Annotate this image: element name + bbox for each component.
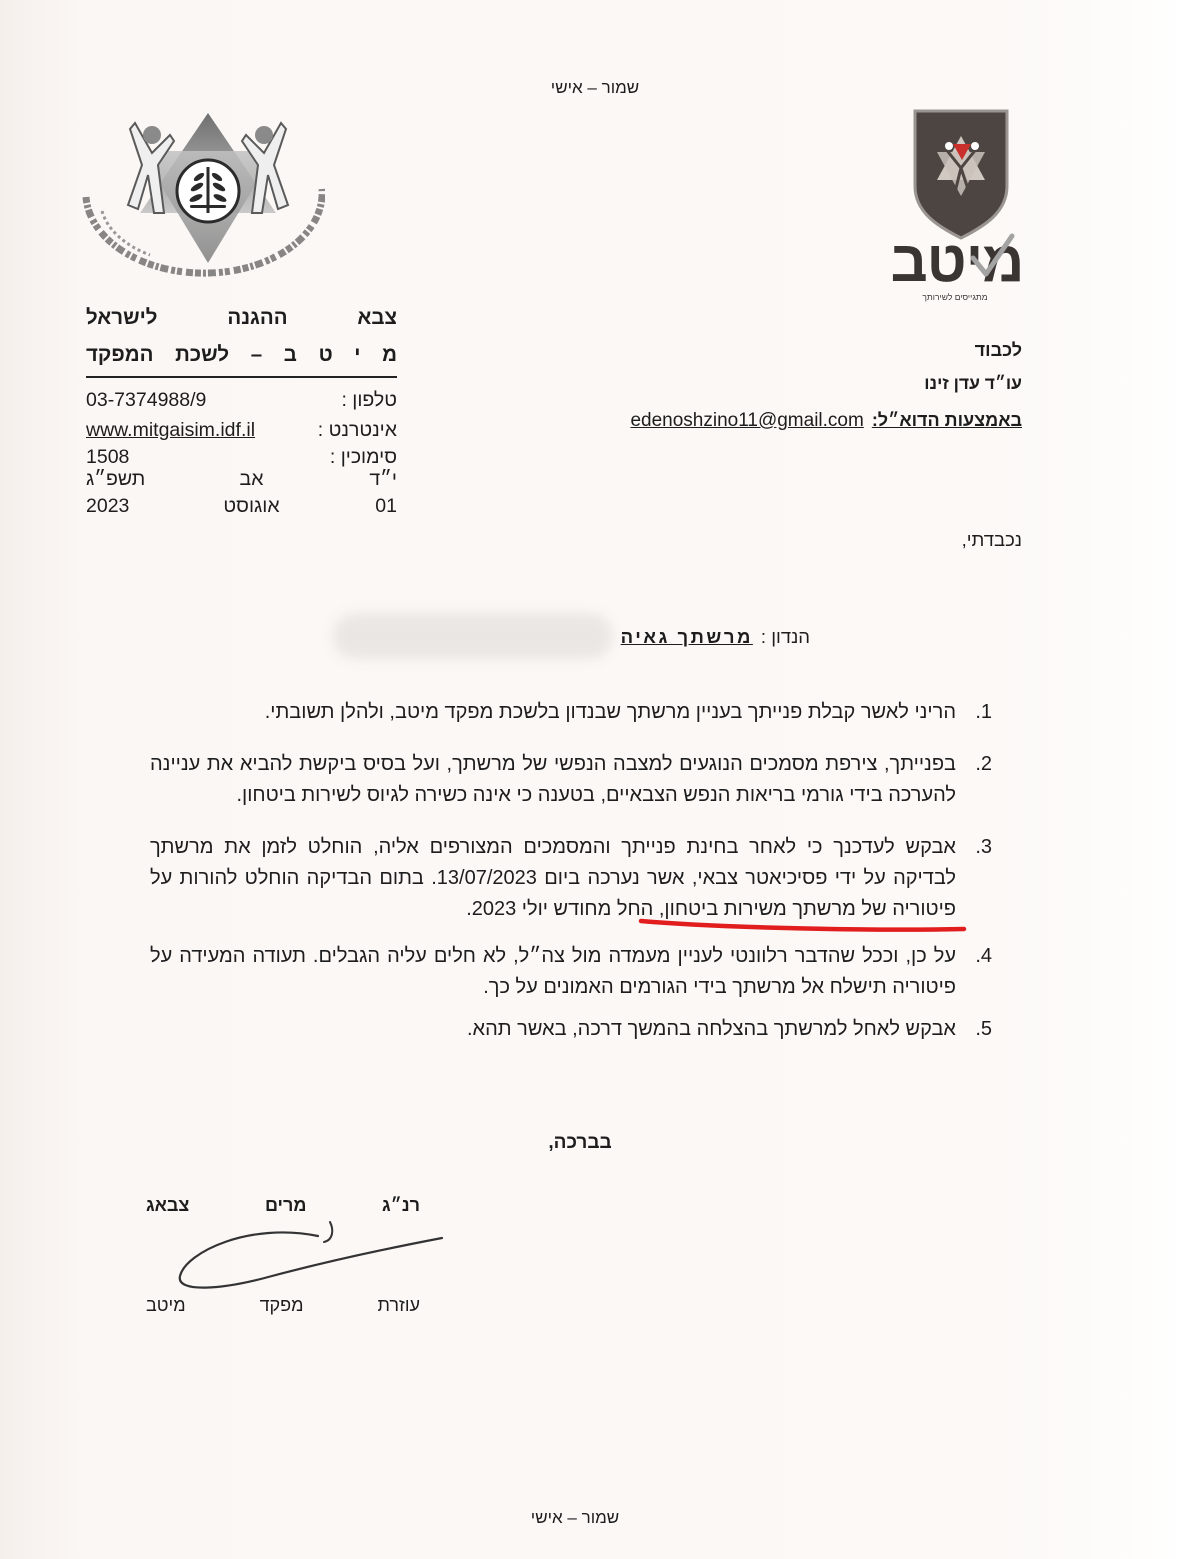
phone-row: [86, 386, 397, 414]
signatory-title-1: עוזרת: [377, 1295, 420, 1315]
item-line: אבקש לעדכנך כי לאחר בחינת פנייתך והמסמכים המצורפים אליה, הוחלט לזמן את מרשתך: [150, 836, 956, 858]
list-item: [150, 749, 992, 811]
hebrew-date: [86, 466, 397, 493]
meitav-wordmark: מיטב: [890, 229, 1024, 294]
recipient-email: edenoshzino11@gmail.com: [630, 410, 864, 431]
meitav-logo: [885, 108, 1030, 308]
via-email-label: באמצעות הדוא״ל:: [871, 410, 1022, 430]
sender-block: [86, 300, 397, 530]
hebrew-date-day: י״ד: [369, 468, 397, 490]
item-text: [150, 697, 956, 728]
red-underline-annotation: [630, 912, 975, 937]
list-item: [150, 1014, 992, 1045]
hebrew-date-month: אב: [239, 468, 264, 490]
signatory-last-name: צבאג: [146, 1195, 190, 1215]
item-number: 3.: [975, 836, 992, 858]
army-name: צבא ההגנה לישראל: [86, 306, 397, 329]
reference-value: 1508: [86, 446, 130, 468]
recipient-name: עו״ד עדן זינו: [924, 373, 1022, 393]
internet-label: אינטרנט :: [317, 419, 397, 441]
via-email-line: [630, 406, 1022, 434]
signatory-title: [146, 1291, 420, 1319]
list-item: [150, 697, 992, 728]
hebrew-date-year: תשפ״ג: [86, 468, 146, 490]
classification-header: שמור – אישי: [550, 78, 640, 97]
gregorian-date-day: 01: [375, 495, 397, 517]
item-number: 5.: [975, 1018, 992, 1040]
classification-footer: שמור – אישי: [530, 1508, 620, 1527]
gregorian-date: [86, 493, 397, 520]
header-divider: [86, 376, 397, 378]
subject-line: [621, 623, 810, 651]
phone-label: טלפון :: [341, 389, 397, 411]
idf-star-emblem-icon: [80, 105, 325, 285]
recipient-block: [552, 336, 1022, 436]
handwritten-signature: [170, 1190, 460, 1300]
item-line: פיטוריה תישלח אל מרשתך בידי הגורמים האמונים על כך.: [483, 976, 956, 998]
redacted-name-blur: [333, 613, 613, 659]
item-text: [150, 941, 956, 1003]
item-line: להערכה בידי גורמי בריאות הנפש הצבאיים, בטענה כי אינה כשירה לגיוס לשירות ביטחון.: [236, 784, 956, 806]
closing: בברכה,: [548, 1132, 612, 1153]
signatory-first-name: מרים: [264, 1195, 307, 1215]
salutation: נכבדתי,: [961, 529, 1022, 550]
item-number: 1.: [975, 701, 992, 723]
item-line: בפנייתך, צירפת מסמכים הנוגעים למצבה הנפשי של מרשתך, ועל בסיס ביקשת להביא את עניינה: [150, 753, 956, 775]
gregorian-date-year: 2023: [86, 495, 130, 517]
reference-label: סימוכין :: [329, 446, 397, 468]
internet-row: [86, 416, 397, 444]
subject-value: מרשתך גאיה: [620, 626, 753, 647]
signatory-title-3: מיטב: [146, 1295, 186, 1315]
item-line: אבקש לאחל למרשתך בהצלחה בהמשך דרכה, באשר תהא.: [466, 1018, 956, 1040]
item-line: פיטוריה של מרשתך משירות ביטחון, החל מחודש יולי 2023.: [466, 898, 956, 920]
internet-value: www.mitgaisim.idf.il: [86, 419, 256, 441]
item-text: [150, 749, 956, 811]
item-line: לבדיקה על ידי פסיכיאטר צבאי, אשר נערכה ביום 13/07/2023. בתום הבדיקה הוחלט להורות על: [150, 867, 956, 889]
item-number: 4.: [975, 945, 992, 967]
item-line: על כן, וככל שהדבר רלוונטי לעניין מעמדה מול צה״ל, לא חלים עליה הגבלים. תעודה המעידה על: [150, 945, 956, 967]
meitav-slogan: מתגייסים לשירותך: [922, 292, 988, 302]
subject-label: הנדון :: [760, 626, 810, 647]
phone-value: 03-7374988/9: [86, 389, 207, 411]
gregorian-date-month: אוגוסט: [223, 495, 280, 517]
item-text: [150, 1014, 956, 1045]
signatory-title-2: מפקד: [259, 1295, 304, 1315]
signatory-rank: רנ״ג: [382, 1195, 420, 1215]
checkmark-icon: [885, 108, 1030, 308]
list-item: [150, 941, 992, 1003]
unit-name: מ י ט ב – לשכת המפקד: [86, 343, 397, 366]
item-line: הריני לאשר קבלת פנייתך בעניין מרשתך שבנדון בלשכת מפקד מיטב, ולהלן תשובתי.: [264, 701, 956, 723]
to-label: לכבוד: [974, 340, 1022, 360]
item-number: 2.: [975, 753, 992, 775]
